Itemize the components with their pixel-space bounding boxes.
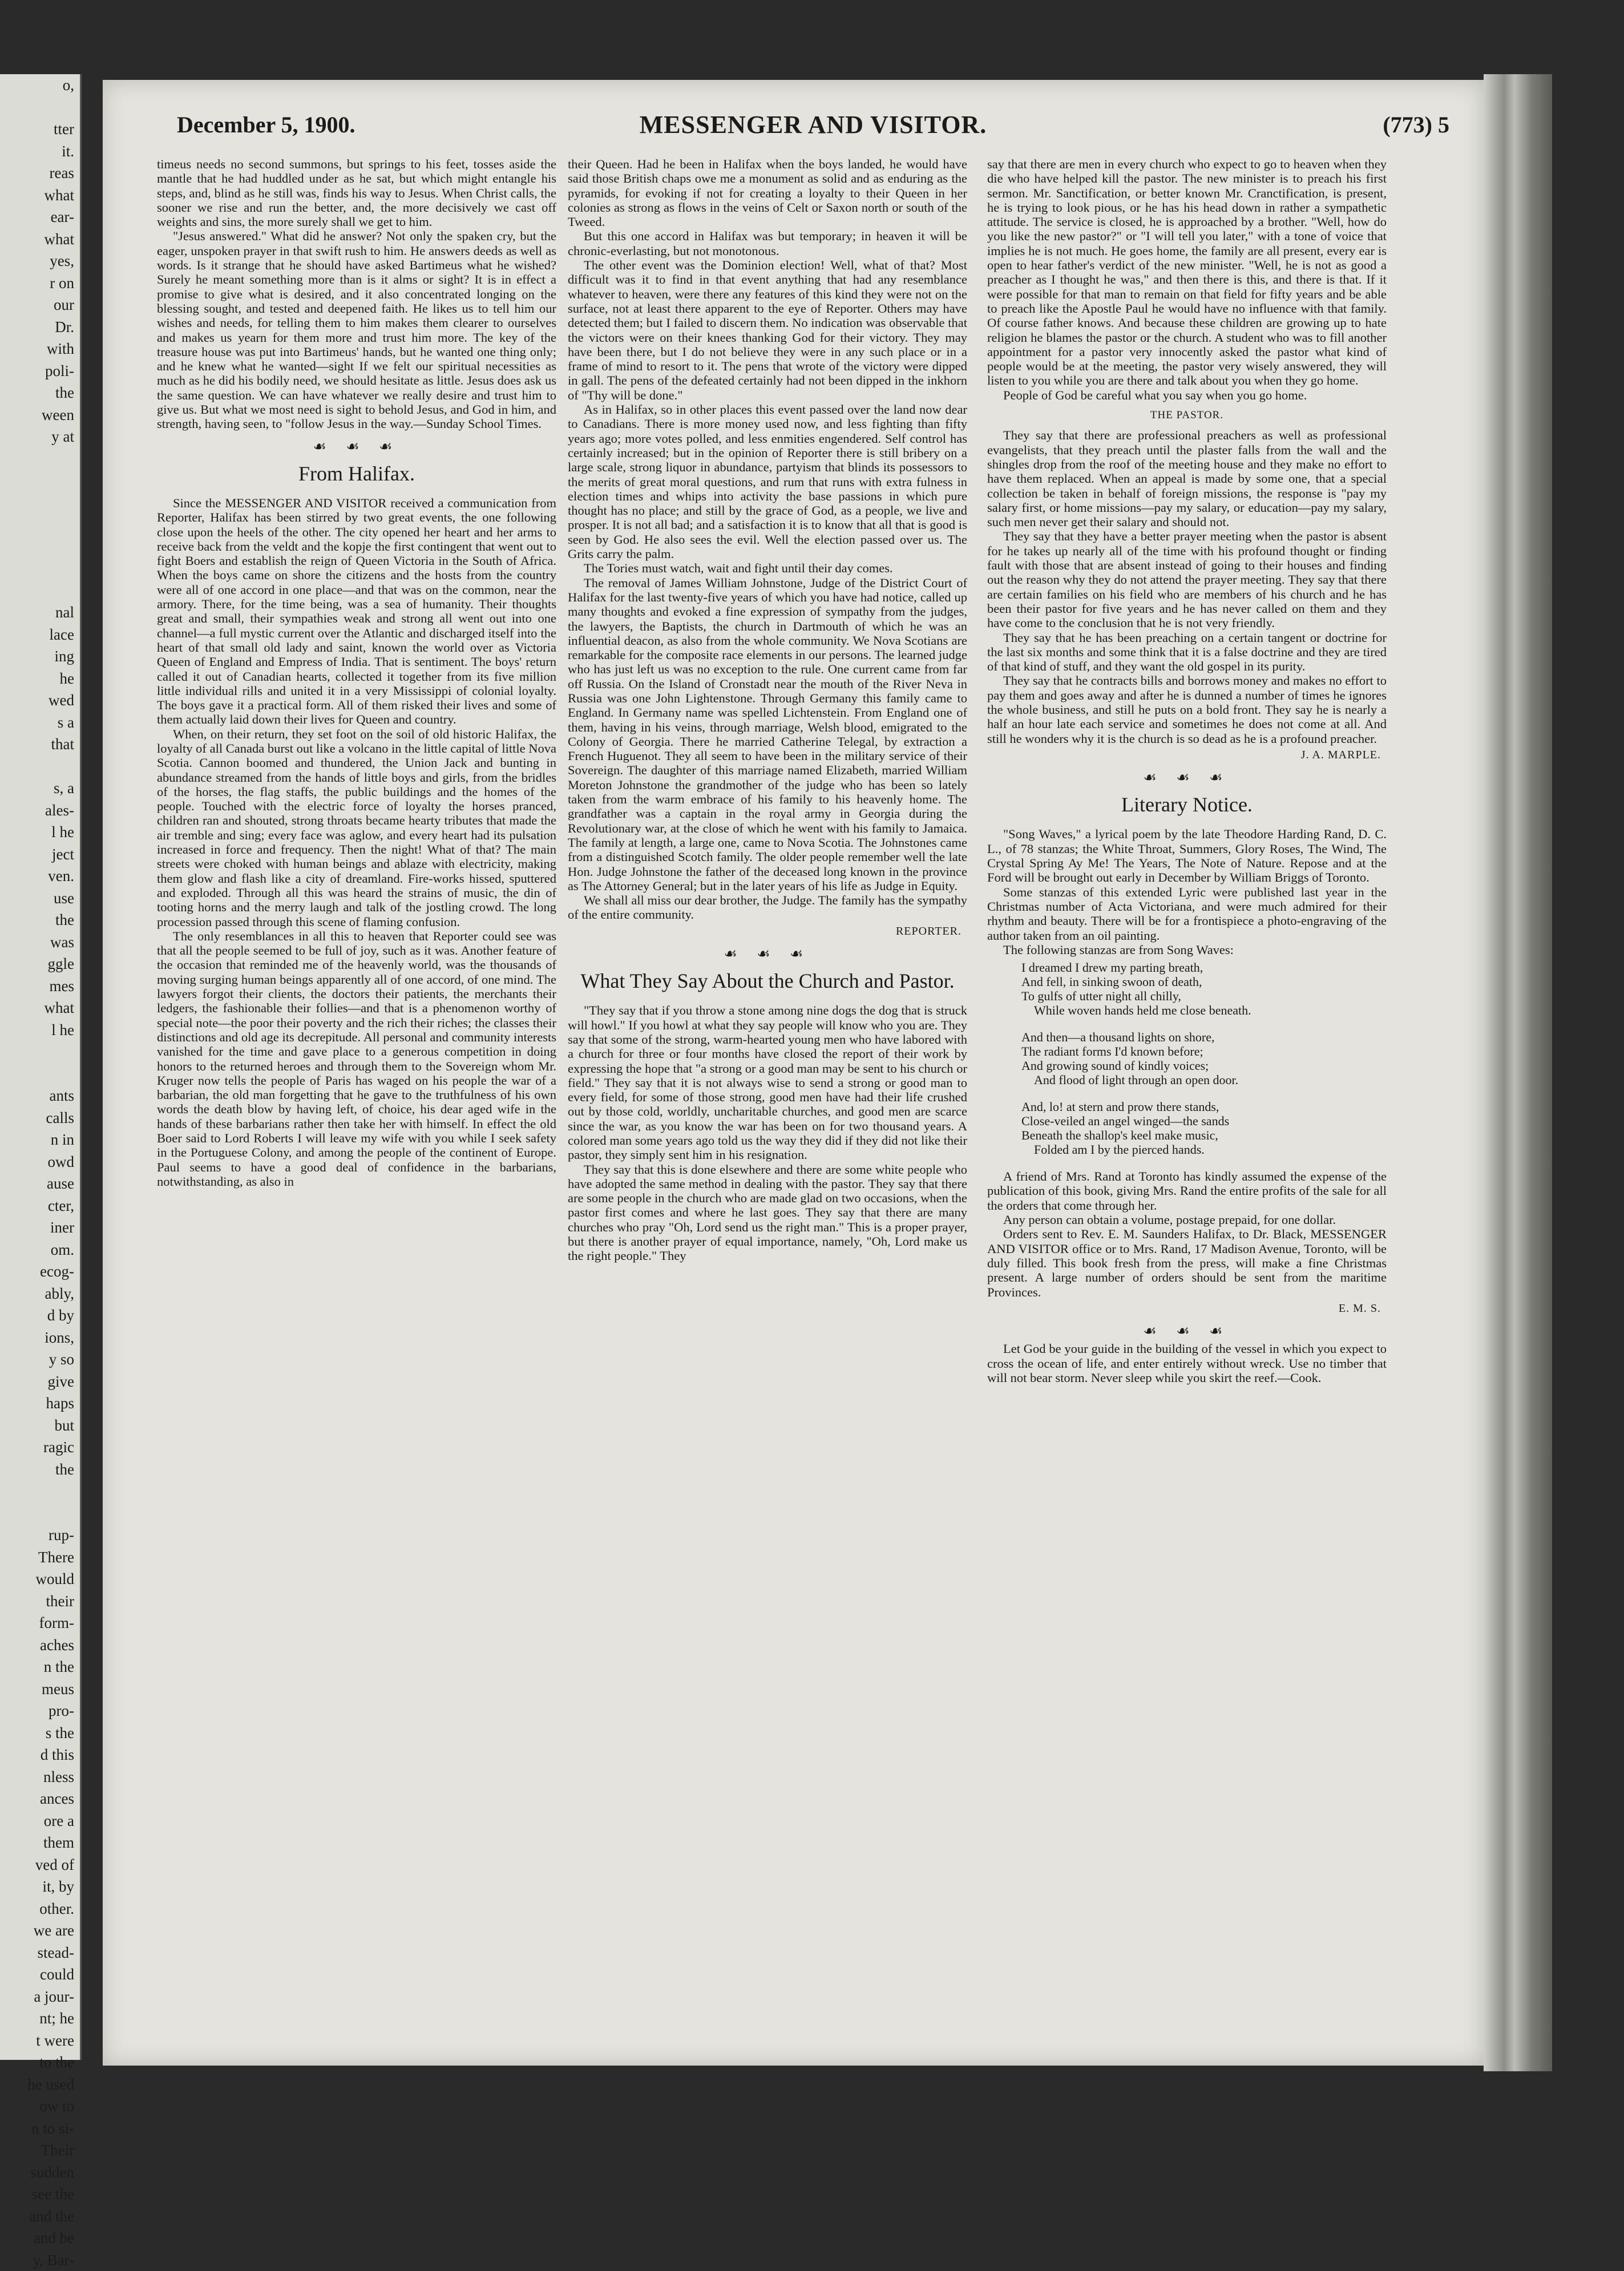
article-heading-literary-notice: Literary Notice.: [987, 793, 1387, 817]
margin-fragment: lace: [0, 624, 80, 646]
poem-line: And fell, in sinking swoon of death,: [1021, 975, 1387, 989]
book-binding-edge: [1484, 74, 1552, 2071]
paragraph: They say that he has been preaching on a certain tangent or doctrine for the last six months and some think that it is a false doctrine and they are tired of that kind of stuff, and they want the old gospel in its purity.: [987, 631, 1387, 674]
bartimeus-continuation: [157, 157, 556, 431]
margin-fragment: would: [0, 1568, 80, 1590]
page-number: (773) 5: [1383, 111, 1449, 138]
margin-fragment: reas: [0, 162, 80, 184]
margin-fragment: ore a: [0, 1810, 80, 1832]
margin-fragment: cter,: [0, 1195, 80, 1217]
margin-fragment: ably,: [0, 1283, 80, 1305]
ornament-divider: ☙ ☙ ☙: [157, 439, 556, 454]
halifax-continuation: [568, 157, 967, 922]
paragraph: They say that there are professional preachers as well as professional evangelists, that they preach until the plaster falls from the wall and the shingles drop from the roof of the meeting house and they make no effort to have them replaced. When an appeal is made by some one, that a special collection be taken in behalf of foreign missions, the response is "pay my salary first, or home missions—pay my salary, or education—pay my salary, such men never get their salary and should not.: [987, 428, 1387, 529]
margin-fragment: [0, 580, 80, 602]
poem-song-waves: [1021, 960, 1387, 1157]
margin-fragment: the: [0, 1458, 80, 1481]
margin-fragment: r on: [0, 272, 80, 294]
margin-fragment: y so: [0, 1348, 80, 1371]
margin-fragment: y, Bar-: [0, 2249, 80, 2271]
byline-reporter: REPORTER.: [568, 924, 962, 939]
margin-fragment: ances: [0, 1788, 80, 1810]
paragraph: The removal of James William Johnstone, Judge of the District Court of Halifax for the last twenty-five years of which you have had notice, called up many thoughts and evoked a fine expression of sympathy from the judges, the lawyers, the Baptists, the church in Dartmouth of which he was an influential deacon, as also from the whole community. We Nova Scotians are remarkable for the composite race elements in our persons. The learned judge who has just left us was no exception to the rule. One current came from far off Russia. On the Island of Cronstadt near the mouth of the River Neva in Russia was one John Lightenstone. Through Germany this family came to England. In Germany name was spelled Lichtenstein. From England one of them, having in his veins, through marriage, Welsh blood, emigrated to the Colony of Georgia. There he married Catherine Telegal, by extraction a French Huguenot. They all seem to have been in the military service of their Sovereign. The daughter of this marriage named Elizabeth, married William Moreton Johnstone the grandmother of the judge who has been so lately taken from the warm embrace of his family to his heavenly home. The grandfather was a captain in the royal army in Georgia during the Revolutionary war, at the close of which he went with his family to Jamaica. The family at length, a large one, came to Nova Scotia. The Johnstones came from a distinguished Scotch family. The older people remember well the late Hon. Judge Johnstone the father of the deceased long known in the province as The Attorney General; but in the later years of his life as Judge in Equity.: [568, 576, 967, 894]
paragraph: They say that he contracts bills and borrows money and makes no effort to pay them and goes away and after he is dunned a number of times he ignores the whole business, and still he puts on a bold front. They say he is nearly a half an hour late each service and sometimes he does not come at all. And still he wonders why it is the church is so dead as he is a profound preacher.: [987, 673, 1387, 745]
margin-fragment: l he: [0, 821, 80, 843]
article-literary-notice: [987, 827, 1387, 957]
margin-fragment: [0, 1502, 80, 1525]
margin-fragment: [0, 557, 80, 580]
paragraph: "Song Waves," a lyrical poem by the late Theodore Harding Rand, D. C. L., of 78 stanzas; the White Throat, Summers, Glory Roses, The Wind, The Crystal Spring Ay Me! The Years, The Note of Nature. Repose and at the Ford will be brought out early in December by William Briggs of Toronto.: [987, 827, 1387, 884]
margin-fragment: yes,: [0, 250, 80, 272]
margin-fragment: ales-: [0, 799, 80, 822]
margin-fragment: to the: [0, 2051, 80, 2074]
margin-fragment: pro-: [0, 1700, 80, 1722]
margin-fragment: but: [0, 1415, 80, 1437]
poem-line: And then—a thousand lights on shore,: [1021, 1030, 1387, 1044]
paragraph: As in Halifax, so in other places this event passed over the land now dear to Canadians. There is more money used now, and less fighting than fifty years ago; more votes polled, and less enmities engendered. Self control has certainly increased; but in the opinion of Reporter there is still bribery on a large scale, strong liquor in abundance, partyism that blinds its possessors to the merits of great moral questions, and rum that runs with extra fulness in election times and whips into activity the base passions in which pure thought has no place; and still by the grace of God, as a people, we live and prosper. It is not all bad; and a satisfaction it is to know that all that is good is seen by God. He also sees the evil. Well the election passed over us. The Grits carry the palm.: [568, 402, 967, 561]
margin-fragment: [0, 448, 80, 470]
margin-fragment: their: [0, 1590, 80, 1613]
article-church-and-pastor: [568, 1003, 967, 1263]
poem-line: And, lo! at stern and prow there stands,: [1021, 1100, 1387, 1114]
margin-fragment: a jour-: [0, 1986, 80, 2008]
paragraph: A friend of Mrs. Rand at Toronto has kindly assumed the expense of the publication of this book, giving Mrs. Rand the entire profits of the sale for all the orders that come through her.: [987, 1169, 1387, 1213]
church-continuation: [987, 157, 1387, 402]
margin-fragment: [0, 470, 80, 492]
margin-fragment: n the: [0, 1656, 80, 1678]
margin-fragment: see the: [0, 2183, 80, 2205]
margin-fragment: it, by: [0, 1876, 80, 1898]
margin-fragment: them: [0, 1832, 80, 1854]
margin-fragment: we are: [0, 1920, 80, 1942]
column-3: [987, 157, 1387, 1385]
margin-fragment: he: [0, 668, 80, 690]
margin-fragment: ions,: [0, 1327, 80, 1349]
margin-fragment: meus: [0, 1678, 80, 1700]
margin-fragment: iner: [0, 1217, 80, 1239]
margin-fragment: with: [0, 338, 80, 360]
paragraph: People of God be careful what you say when you go home.: [987, 388, 1387, 402]
byline-ems: E. M. S.: [987, 1302, 1381, 1316]
page-header: [177, 111, 1449, 151]
margin-fragment: and the: [0, 2205, 80, 2228]
margin-fragment: nt; he: [0, 2007, 80, 2030]
margin-fragment: poli-: [0, 360, 80, 382]
margin-fragment: other.: [0, 1898, 80, 1920]
margin-fragment: stead-: [0, 1942, 80, 1964]
margin-fragment: the: [0, 382, 80, 404]
ornament-divider: ☙ ☙ ☙: [568, 947, 967, 961]
subheading-the-pastor: THE PASTOR.: [987, 408, 1387, 422]
margin-fragment: om.: [0, 1239, 80, 1261]
margin-fragment: he used: [0, 2074, 80, 2096]
margin-fragment: Dr.: [0, 316, 80, 338]
newspaper-page: [103, 80, 1484, 2066]
margin-fragment: calls: [0, 1107, 80, 1129]
margin-fragment: aches: [0, 1634, 80, 1656]
closing-quote: Let God be your guide in the building of the vessel in which you expect to cross the ocean of life, and enter entirely without wreck. Use no timber that will not bear storm. Never sleep while you skirt the reef.—Cook.: [987, 1341, 1387, 1385]
margin-fragment: l he: [0, 1019, 80, 1041]
byline-marple: J. A. MARPLE.: [987, 748, 1381, 762]
margin-fragment: t were: [0, 2030, 80, 2052]
margin-fragment: ved of: [0, 1854, 80, 1876]
margin-fragment: could: [0, 1963, 80, 1986]
margin-fragment: s a: [0, 712, 80, 734]
poem-line: Beneath the shallop's keel make music,: [1021, 1128, 1387, 1142]
paragraph: "They say that if you throw a stone among nine dogs the dog that is struck will howl." If you howl at what they say people will know who you are. They say that some of the strong, warm-hearted young men who have labored with a church for three or four months have closed the report of their work by expressing the hope that "a strong or a good man may be sent to his church or field." They say that it is not always wise to send a strong or good man to every field, for some of those strong, good men have had their life crushed out by those cold, worldly, uncharitable churches, and good men are scarce since the war, as you know the war has been on for two thousand years. A colored man some years ago told us the way they did if they did not like their pastor, they simply sent him in his resignation.: [568, 1003, 967, 1162]
masthead-title: MESSENGER AND VISITOR.: [177, 110, 1449, 139]
section-the-pastor: [987, 428, 1387, 746]
margin-fragment: form-: [0, 1612, 80, 1634]
margin-fragment: nless: [0, 1766, 80, 1788]
margin-fragment: owd: [0, 1151, 80, 1173]
margin-fragment: ggle: [0, 953, 80, 975]
margin-fragment: haps: [0, 1392, 80, 1415]
margin-fragment: ing: [0, 645, 80, 668]
poem-stanza: [1021, 960, 1387, 1017]
paragraph: The only resemblances in all this to heaven that Reporter could see was that all the people seemed to be full of joy, such as it was. Another feature of the occasion that reminded me of the heavenly world, was the thousands of moving surging human beings apparently all of one accord, of one mind. The lawyers forgot their clients, the doctors their patients, the merchants their ledgers, the fashionable their follies—and that is a phenomenon worthy of special note—the poor their poverty and the rich their riches; the classes their distinctions and old age its decrepitude. All personal and community interests vanished for the time and gave place to a generous competition in doing honors to the returned heroes and through them to the Sovereign whom Mr. Kruger now tells the people of Paris has waged on his people the war of a barbarian, the old man forgetting that he gave to the truthfulness of his own words the death blow by having left, of choice, his dear aged wife in the hands of these barbarians rather then take her with himself. In effect the old Boer said to Lord Roberts I will leave my wife with you while I seek safety in the Portuguese Colony, and among the people of the continent of Europe. Paul seems to have a good deal of confidence in the barbarians, notwithstanding, as also in: [157, 929, 556, 1189]
margin-fragment: ause: [0, 1173, 80, 1195]
margin-fragment: d this: [0, 1744, 80, 1766]
margin-fragment: wed: [0, 689, 80, 712]
margin-fragment: tter: [0, 118, 80, 140]
margin-fragment: that: [0, 733, 80, 755]
paragraph: Some stanzas of this extended Lyric were published last year in the Christmas number of Acta Victoriana, and were much admired for their rhythm and beauty. There will be for a frontispiece a photo-engraving of the author taken from an oil painting.: [987, 885, 1387, 943]
margin-fragment: ants: [0, 1085, 80, 1107]
margin-fragment: the: [0, 909, 80, 931]
margin-fragment: give: [0, 1371, 80, 1393]
column-2: [568, 157, 967, 1263]
paragraph: They say that this is done elsewhere and there are some white people who have adopted the same method in dealing with the pastor. They say that there are some people in the church who are made glad on two occasions, when the pastor first comes and where he last goes. They say that there are many churches who pray "Oh, Lord send us the right man." This is a proper prayer, but there is another prayer of equal importance, namely, "Oh, Lord make us the right people." They: [568, 1162, 967, 1263]
margin-fragment: [0, 1063, 80, 1085]
poem-line: And flood of light through an open door.: [1021, 1073, 1387, 1087]
paragraph: Since the MESSENGER AND VISITOR received a communication from Reporter, Halifax has been stirred by two great events, the one following close upon the heels of the other. The city opened her heart and her arms to receive back from the veldt and the kopje the first contingent that went out to fight Boers and establish the reign of Queen Victoria in the South of Africa. When the boys came on shore the citizens and the hosts from the country were all of one accord in one place—and that was on the common, near the armory. There, for the time being, was a sea of humanity. Their thoughts great and small, their sympathies weak and strong all went out into one channel—a full mystic current over the Atlantic and discharged itself into the heart of that small old lady and saint, known the world over as Victoria Queen of England and Empress of India. That is sentiment. The boys' return called it out of Canadian hearts, collected it together from its five million little individual rills and united it in a very Mississippi of colonial loyalty. The boys gave it a practical form. All of them risked their lives and some of them actually laid down their lives for Queen and country.: [157, 496, 556, 727]
margin-fragment: y at: [0, 426, 80, 448]
poem-stanza: [1021, 1100, 1387, 1157]
paragraph: We shall all miss our dear brother, the Judge. The family has the sympathy of the entire community.: [568, 893, 967, 922]
margin-fragment: [0, 1480, 80, 1502]
paragraph: Any person can obtain a volume, postage prepaid, for one dollar.: [987, 1213, 1387, 1227]
margin-fragment: [0, 536, 80, 558]
margin-fragment: o,: [0, 74, 80, 96]
margin-fragment: [0, 514, 80, 536]
margin-fragment: s, a: [0, 777, 80, 799]
margin-fragment: nal: [0, 601, 80, 624]
poem-line: To gulfs of utter night all chilly,: [1021, 989, 1387, 1003]
margin-fragment: ject: [0, 843, 80, 866]
margin-fragment: [0, 96, 80, 119]
adjacent-page-fragments: [0, 74, 80, 2271]
margin-fragment: ear-: [0, 206, 80, 228]
poem-line: I dreamed I drew my parting breath,: [1021, 960, 1387, 975]
literary-notice-continued: [987, 1169, 1387, 1299]
margin-fragment: what: [0, 184, 80, 207]
margin-fragment: use: [0, 887, 80, 910]
poem-line: While woven hands held me close beneath.: [1021, 1003, 1387, 1017]
margin-fragment: what: [0, 997, 80, 1019]
margin-fragment: was: [0, 931, 80, 953]
margin-fragment: [0, 492, 80, 514]
margin-fragment: n to si-: [0, 2118, 80, 2140]
paragraph: say that there are men in every church who expect to go to heaven when they die who have helped kill the pastor. The new minister is to preach his first sermon. Mr. Sanctification, or better known Mr. Cranctification, is present, he is trying to look pious, or he has his head down in rather a sympathetic attitude. The service is closed, he is approached by a brother. "Well, how do you like the new pastor?" or "I will tell you later," with a tone of voice that implies he is not much. He goes home, the family are all present, every ear is open to hear father's verdict of the new minister. "Well, he is not as good a preacher as I thought he was," and then there is this, and there is that. If it were possible for that man to remain on that field for fifty years and be able to preach like the Apostle Paul he would have no influence with that family. Of course father knows. And because these children are growing up to hate religion he blames the pastor or the church. A student who was to fill another appointment for a pastor very innocently asked the pastor what kind of people would be at the meeting, the pastor very wisely answered, they will listen to you while you are there and talk about you when they go home.: [987, 157, 1387, 388]
margin-fragment: mes: [0, 975, 80, 997]
article-heading-from-halifax: From Halifax.: [157, 462, 556, 486]
ornament-divider: ☙ ☙ ☙: [987, 770, 1387, 785]
poem-line: Folded am I by the pierced hands.: [1021, 1142, 1387, 1157]
poem-line: The radiant forms I'd known before;: [1021, 1044, 1387, 1058]
margin-fragment: s the: [0, 1722, 80, 1744]
margin-fragment: rup-: [0, 1524, 80, 1546]
poem-line: Close-veiled an angel winged—the sands: [1021, 1114, 1387, 1128]
paragraph: But this one accord in Halifax was but temporary; in heaven it will be chronic-everlasting, but not monotonous.: [568, 229, 967, 258]
paragraph: When, on their return, they set foot on the soil of old historic Halifax, the loyalty of all Canada burst out like a volcano in the little capital of little Nova Scotia. Cannon boomed and thundered, the Union Jack and bunting in abundance streamed from the hands of little boys and girls, from the bridles of the horses, the flag staffs, the public buildings and the homes of the people. Touched with the electric force of loyalty the horses pranced, children ran and shouted, strong throats became hearty tributes that made the air tremble and sing; every face was aglow, and every heart had its pulsation increased in force and frequency. Then the night! What of that? The main streets were choked with human beings and ablaze with electricity, making them glow and flash like a city of dreamland. Fire-works hissed, sputtered and exploded. Through all this was heard the strains of music, the din of tooting horns and the merry laugh and talk of the jostling crowd. The long procession passed through this scene of flaming confusion.: [157, 727, 556, 929]
article-heading-church-and-pastor: What They Say About the Church and Pastor.: [568, 969, 967, 993]
margin-fragment: There: [0, 1546, 80, 1569]
paragraph: their Queen. Had he been in Halifax when the boys landed, he would have said those British chaps owe me a monument as solid and as enduring as the pyramids, for evoking if not for creating a loyalty to their Queen in her colonies as strong as flows in the veins of Celt or Saxon north or south of the Tweed.: [568, 157, 967, 229]
margin-fragment: n in: [0, 1129, 80, 1151]
margin-fragment: it.: [0, 140, 80, 163]
paragraph: "Jesus answered." What did he answer? Not only the spaken cry, but the eager, unspoken prayer in that swift rush to him. He answers deeds as well as words. Is it strange that he should have asked Bartimeus what he wished? Surely he meant something more than is it alms or sight? It is in effect a promise to give what is desired, and it also concentrated longing on the blessing sought, and tested and deepened faith. He likes us to tell him our wishes and needs, for telling them to him makes them clearer to ourselves and makes us yearn for them more and trust him more. The key of the treasure house was put into Bartimeus' hands, but he wanted one thing only; and he knew what he wanted—sight If we felt our spiritual necessities as much as he did his bodily need, we should hesitate as little. Jesus does ask us the same question. We can have whatever we really desire and trust him to give us. But what we most need is sight to behold Jesus, and God in him, and strength, having seen, to "follow Jesus in the way.—Sunday School Times.: [157, 229, 556, 431]
margin-fragment: ecog-: [0, 1260, 80, 1283]
margin-fragment: and be: [0, 2227, 80, 2249]
paragraph: The following stanzas are from Song Waves:: [987, 943, 1387, 957]
margin-fragment: ragic: [0, 1436, 80, 1458]
margin-fragment: sudden: [0, 2161, 80, 2184]
paragraph: The other event was the Dominion election! Well, what of that? Most difficult was it to find in that event anything that had any resemblance whatever to heaven, were there any features of this kind they were not on the surface, not at least there apparent to the eye of Reporter. Others may have detected them; but I failed to discern them. No indication was observable that the victors were on their knees thanking God for their victory. They may have been there, but I do not believe they were in any such place or in a frame of mind to resort to it. The pens that wrote of the victory were dipped in gall. The pens of the defeated certainly had not been dipped in the inkhorn of "Thy will be done.": [568, 258, 967, 402]
margin-fragment: [0, 1041, 80, 1063]
ornament-divider: ☙ ☙ ☙: [987, 1324, 1387, 1338]
margin-fragment: ween: [0, 404, 80, 426]
margin-fragment: [0, 755, 80, 778]
margin-fragment: d by: [0, 1304, 80, 1327]
poem-line: And growing sound of kindly voices;: [1021, 1058, 1387, 1073]
margin-fragment: ven.: [0, 865, 80, 887]
article-from-halifax: [157, 496, 556, 1189]
poem-stanza: [1021, 1030, 1387, 1087]
margin-fragment: what: [0, 228, 80, 250]
paragraph: They say that they have a better prayer meeting when the pastor is absent for he takes up nearly all of the time with his profound thought or finding fault with those that are absent instead of going to their houses and finding out the reason why they do not attend the prayer meeting. They say that there are certain families on his field who are members of his church and he has been their pastor for five years and he has never called on them and they have come to the conclusion that he is not very friendly.: [987, 529, 1387, 630]
margin-fragment: Their: [0, 2139, 80, 2161]
issue-date: December 5, 1900.: [177, 111, 355, 138]
paragraph: The Tories must watch, wait and fight until their day comes.: [568, 561, 967, 575]
margin-fragment: ow to: [0, 2095, 80, 2118]
paragraph: Orders sent to Rev. E. M. Saunders Halifax, to Dr. Black, MESSENGER AND VISITOR office or to Mrs. Rand, 17 Madison Avenue, Toronto, will be duly filled. This book fresh from the press, will make a fine Christmas present. A large number of orders should be sent from the maritime Provinces.: [987, 1227, 1387, 1299]
column-1: [157, 157, 556, 1189]
margin-fragment: our: [0, 294, 80, 316]
adjacent-page-margin: [0, 74, 82, 2060]
paragraph: timeus needs no second summons, but springs to his feet, tosses aside the mantle that he had huddled under as he sat, but which might entangle his steps, and, blind as he still was, finds his way to Jesus. When Christ calls, the sooner we rise and run the better, and, the more decisively we cast off weights and sins, the more surely shall we get to him.: [157, 157, 556, 229]
